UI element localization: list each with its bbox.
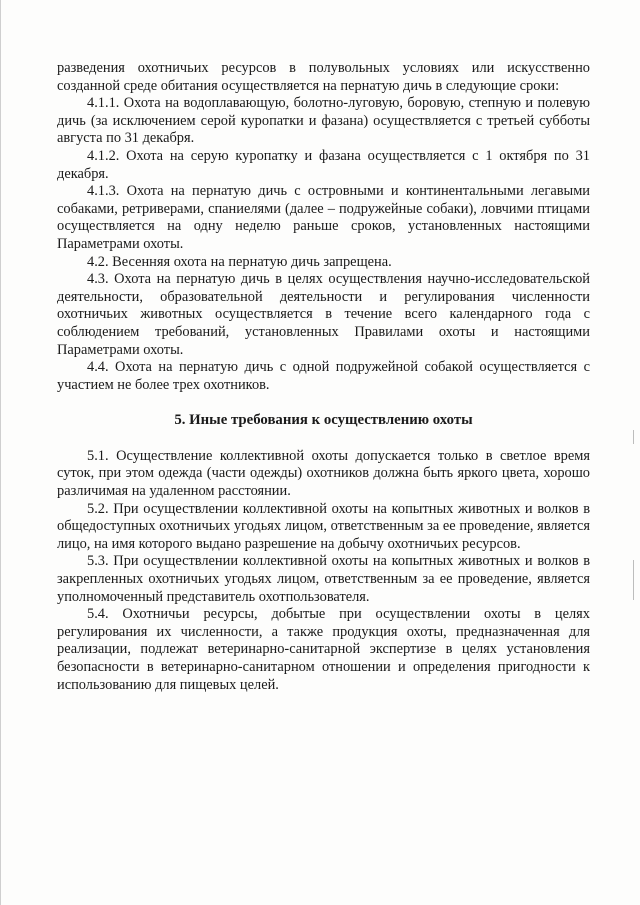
paragraph-5-4: 5.4. Охотничьи ресурсы, добытые при осуществлении охоты в целях регулирования их численности, а также продукция охоты, предназначенная для реализации, подлежат ветеринарно-санитарной экспертизе в целях установления безопасности в ветеринарно-санитарном отношении и определения пригодности к использованию для пищевых целей. — [57, 606, 590, 693]
paragraph-4-1-1: 4.1.1. Охота на водоплавающую, болотно-луговую, боровую, степную и полевую дичь (за исключением серой куропатки и фазана) осуществляется с третьей субботы августа по 31 декабря. — [57, 95, 590, 147]
paragraph-4-3: 4.3. Охота на пернатую дичь в целях осуществления научно-исследовательской деятельности, образовательной деятельности и регулирования численности охотничьих животных осуществляется в течение всего календарного года с соблюдением требований, установленных Правилами охоты и настоящими Параметрами охоты. — [57, 271, 590, 358]
scan-artifact — [633, 560, 634, 600]
document-body — [57, 60, 590, 694]
section-heading: 5. Иные требования к осуществлению охоты — [174, 412, 473, 429]
paragraph-5-3: 5.3. При осуществлении коллективной охоты на копытных животных и волков в закрепленных охотничьих угодьях лицом, ответственным за ее проведение, является уполномоченный представитель охотпользователя. — [57, 553, 590, 605]
paragraph-intro: разведения охотничьих ресурсов в полувольных условиях или искусственно созданной среде обитания осуществляется на пернатую дичь в следующие сроки: — [57, 60, 590, 94]
paragraph-5-2: 5.2. При осуществлении коллективной охоты на копытных животных и волков в общедоступных охотничьих угодьях лицом, ответственным за ее проведение, является лицо, на имя которого выдано разрешение на добычу охотничьих ресурсов. — [57, 500, 590, 552]
paragraph-4-1-3: 4.1.3. Охота на пернатую дичь с островными и континентальными легавыми собаками, ретриверами, спаниелями (далее – подружейные собаки), ловчими птицами осуществляется на одну неделю раньше сроков, установленных настоящими Параметрами охоты. — [57, 183, 590, 252]
paragraph-4-1-2: 4.1.2. Охота на серую куропатку и фазана осуществляется с 1 октября по 31 декабря. — [57, 147, 590, 182]
scan-artifact — [633, 430, 634, 444]
paragraph-5-1: 5.1. Осуществление коллективной охоты допускается только в светлое время суток, при этом одежда (части одежды) охотников должна быть яркого цвета, хорошо различимая на удаленном расстоянии. — [57, 447, 590, 500]
paragraph-4-4: 4.4. Охота на пернатую дичь с одной подружейной собакой осуществляется с участием не более трех охотников. — [57, 359, 590, 393]
paragraph-4-2: 4.2. Весенняя охота на пернатую дичь запрещена. — [87, 253, 392, 270]
